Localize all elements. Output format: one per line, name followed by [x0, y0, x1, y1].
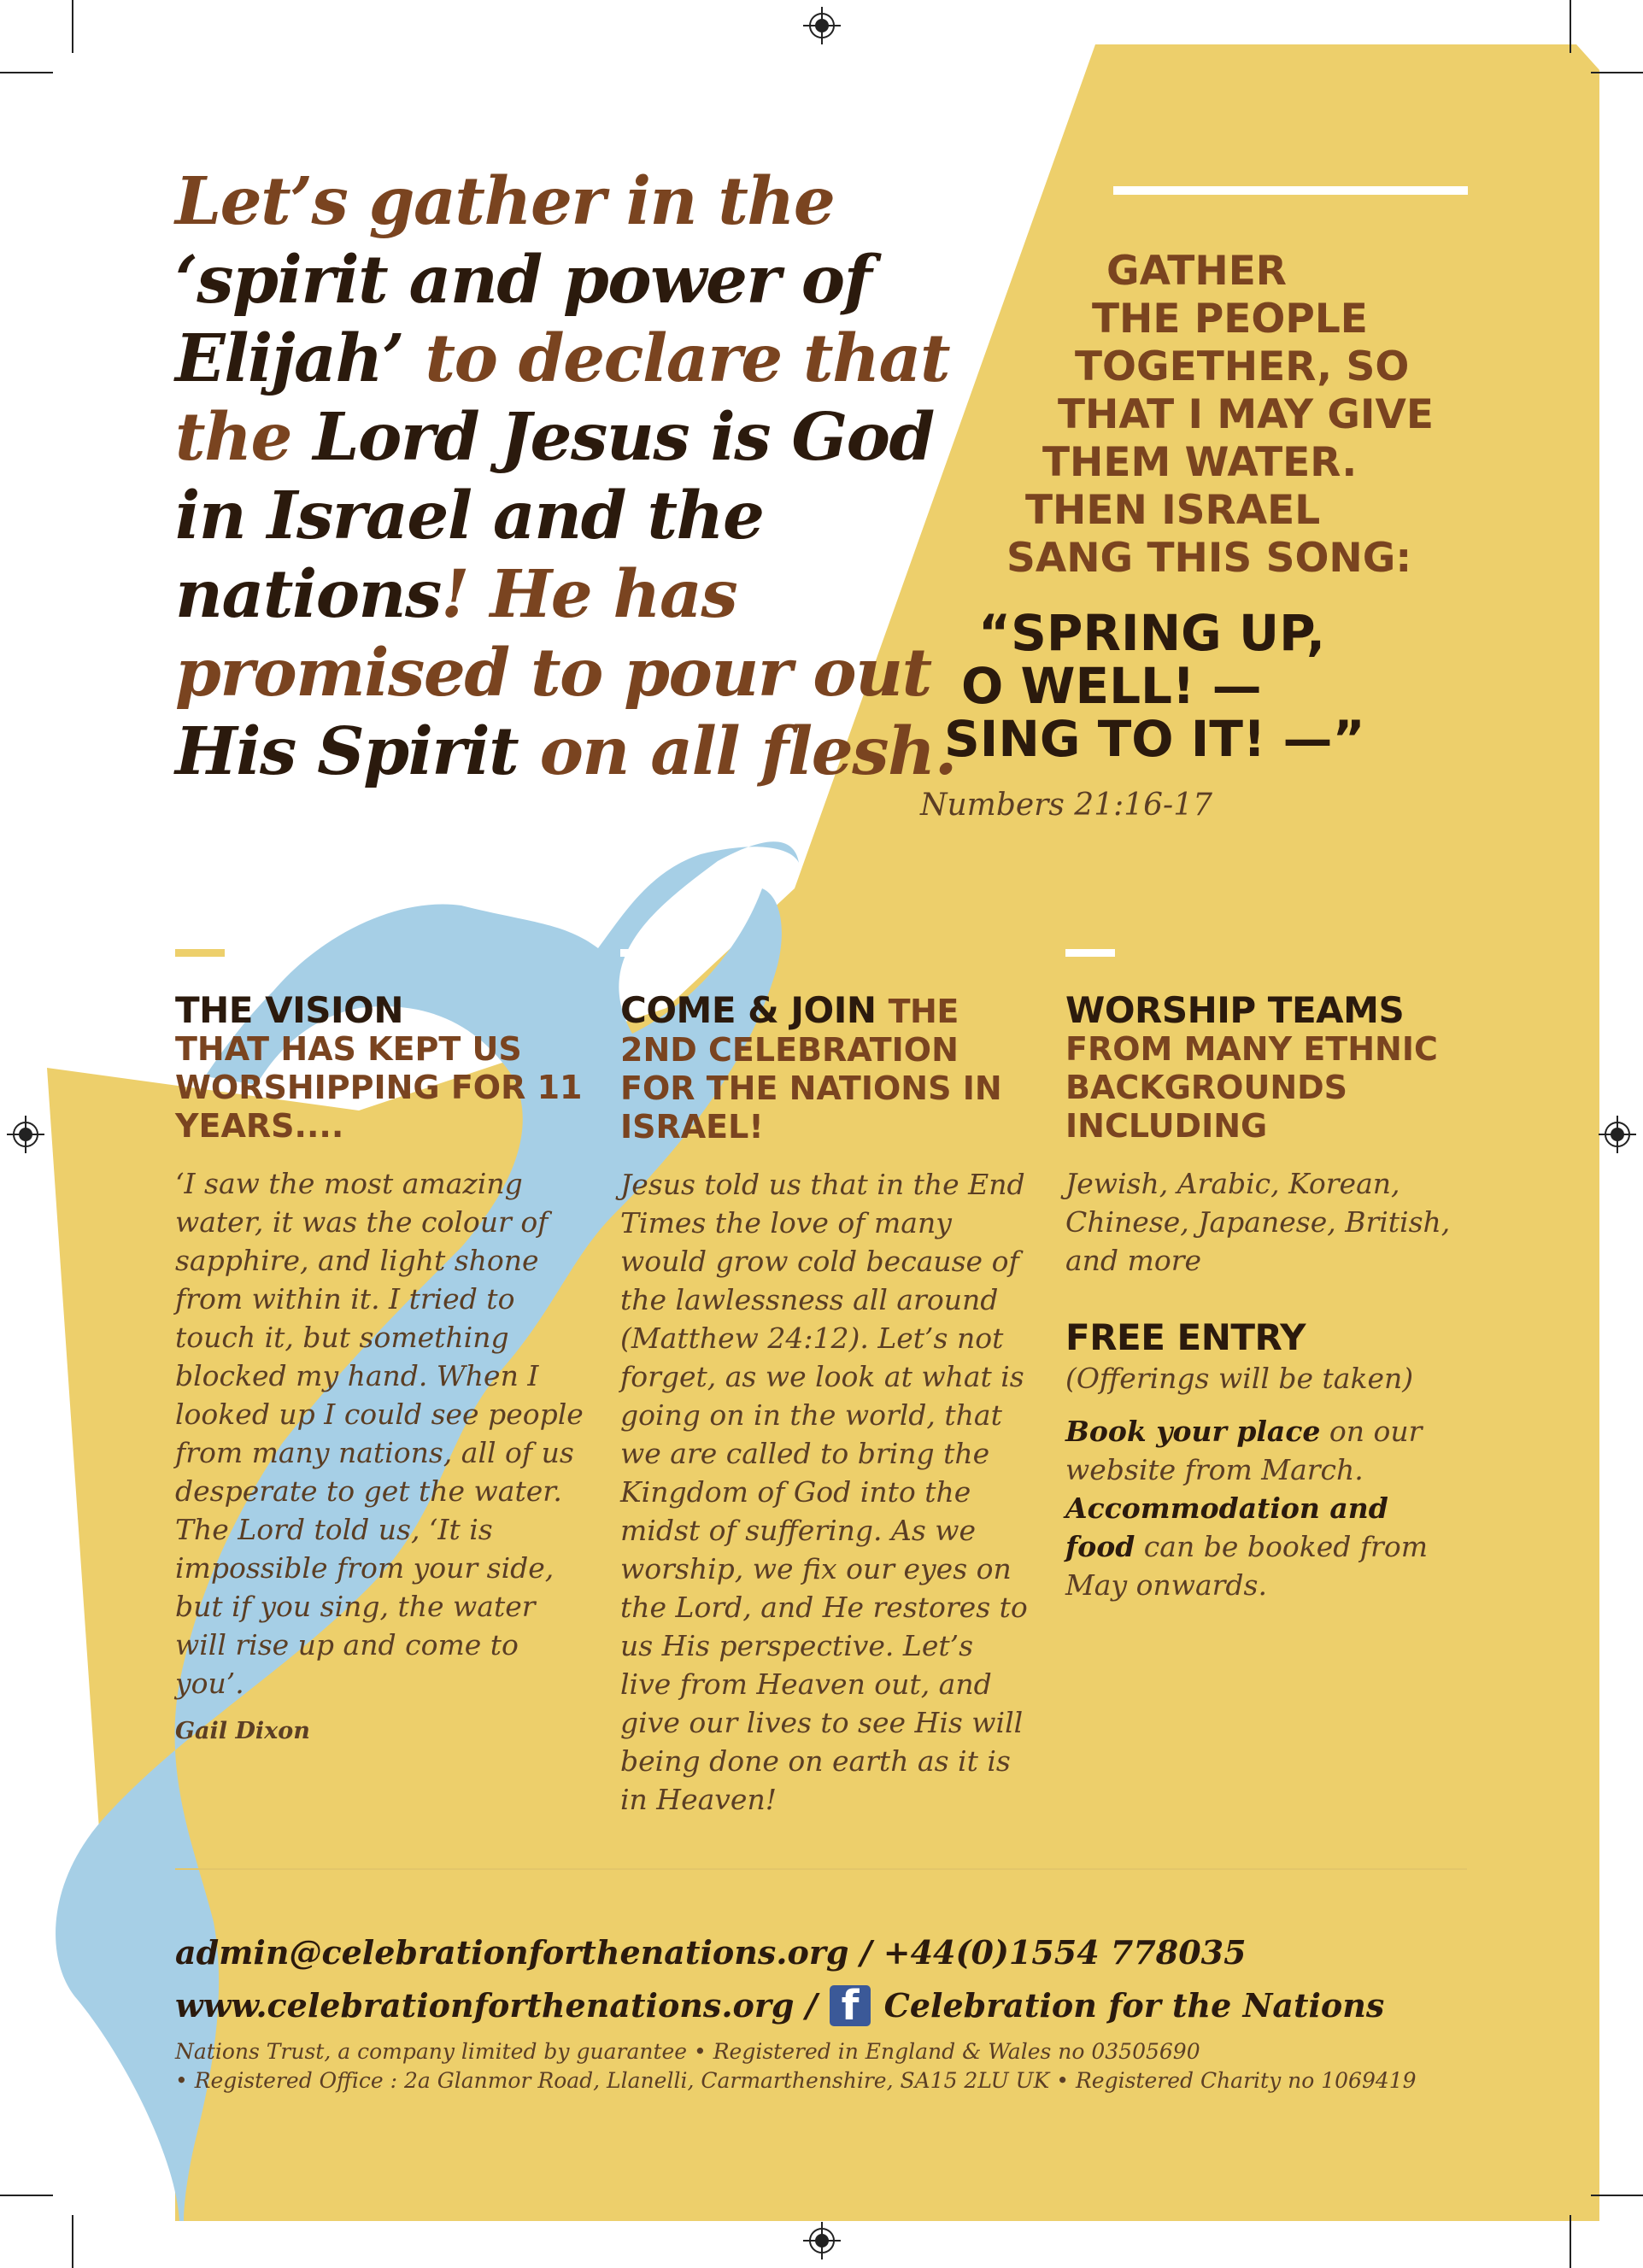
scripture-line-4: THAT I MAY GIVE [1058, 391, 1434, 438]
teams-subtitle: FROM MANY ETHNIC BACKGROUNDS INCLUDING [1065, 1030, 1438, 1145]
accent-line [1113, 186, 1468, 195]
teams-title: WORSHIP TEAMS [1065, 989, 1405, 1031]
headline-part-3: to declare that the [175, 320, 950, 476]
headline-part-7: on all flesh. [539, 713, 956, 790]
join-subtitle: 2ND CELEBRATION FOR THE NATIONS IN ISRAEL! [620, 1031, 1002, 1146]
contact-email[interactable]: admin@celebrationforthenations.org [175, 1933, 849, 1972]
reg-mark-right [1599, 1116, 1636, 1153]
vision-body: ‘I saw the most amazing water, it was the colour of sapphire, and light shone from within it. I tried to touch it, but something blocked my hand. When I looked up I could see people from many nations, all of us desperate to get the water. The Lord told us, ‘It is impossible from your side, but if you sing, the water will rise up and come to you’. [175, 1167, 584, 1700]
headline [175, 162, 995, 791]
book-place-strong: Book your place [1065, 1415, 1321, 1448]
accommodation-strong: Accommodation and food [1065, 1491, 1388, 1563]
song-line-3: SING TO IT! —” [944, 710, 1365, 768]
scripture-reference: Numbers 21:16-17 [920, 788, 1213, 823]
vision-author: Gail Dixon [175, 1718, 310, 1744]
scripture-line-7: SANG THIS SONG: [1006, 535, 1412, 582]
booking-info [1065, 1412, 1467, 1604]
headline-part-4: Lord Jesus is God in Israel and the nations [175, 399, 934, 633]
scripture-line-3: TOGETHER, SO [1075, 343, 1410, 390]
facebook-page[interactable]: Celebration for the Nations [883, 1986, 1385, 2025]
vision-subtitle: THAT HAS KEPT US WORSHIPPING FOR 11 YEARS.... [175, 1030, 583, 1145]
scripture-line-5: THEM WATER. [1042, 439, 1358, 486]
vision-title: THE VISION [175, 989, 403, 1031]
join-title-strong: COME & JOIN [620, 989, 877, 1031]
song-line-1: “SPRING UP, [978, 604, 1325, 662]
legal-line-2: • Registered Office : 2a Glanmor Road, Llanelli, Carmarthenshire, SA15 2LU UK • Registered Charity no 1069419 [175, 2068, 1417, 2093]
scripture-quote [918, 248, 1534, 583]
scripture-line-6: THEN ISRAEL [1025, 487, 1321, 534]
song-line-2: O WELL! — [961, 657, 1262, 715]
headline-part-1: Let’s gather in the [175, 163, 835, 240]
headline-part-6: His Spirit [175, 713, 519, 790]
book-place-rest: on our website from March. [1065, 1415, 1423, 1486]
offerings-note: (Offerings will be taken) [1065, 1362, 1414, 1395]
contact-website[interactable]: www.celebrationforthenations.org [175, 1986, 795, 2025]
free-entry-title: FREE ENTRY [1065, 1316, 1306, 1358]
contact-block [175, 1926, 1508, 2032]
join-title [620, 991, 1030, 1031]
headline-part-5: ! He has promised to pour out [175, 556, 931, 712]
footer-divider [175, 1868, 1467, 1870]
reg-mark-left [7, 1116, 44, 1153]
facebook-icon[interactable] [830, 1985, 871, 2026]
reg-mark-top [803, 7, 841, 44]
col3-dash [1065, 949, 1115, 957]
join-title-rest: THE [888, 993, 959, 1030]
join-body: Jesus told us that in the End Times the love of many would grow cold because of the lawlessness all around (Matthew 24:12). Let’s not forget, as we look at what is going on in the world, that we are called to bring the Kingdom of God into the midst of suffering. As we worship, we fix our eyes on the Lord, and He restores to us His perspective. Let’s live from Heaven out, and give our lives to see His will being done on earth as it is in Heaven! [620, 1168, 1028, 1816]
song-quote [940, 604, 1470, 768]
scripture-line-1: GATHER [1106, 248, 1287, 295]
join-column [620, 991, 1030, 1819]
legal-notice [175, 2037, 1542, 2095]
teams-body: Jewish, Arabic, Korean, Chinese, Japanese, British, and more [1065, 1167, 1451, 1277]
contact-separator: / [805, 1986, 818, 2025]
headline-part-2: ‘spirit and power of Elijah’ [175, 242, 871, 397]
accommodation-rest: can be booked from May onwards. [1065, 1530, 1428, 1602]
col2-dash [620, 949, 670, 957]
contact-phone[interactable]: / +44(0)1554 778035 [860, 1933, 1247, 1972]
contact-line-1 [175, 1926, 1508, 1979]
scripture-line-2: THE PEOPLE [1092, 296, 1368, 343]
reg-mark-bottom [803, 2222, 841, 2259]
contact-line-2 [175, 1979, 1508, 2032]
teams-column [1065, 991, 1467, 1604]
vision-column [175, 991, 585, 1744]
col1-dash [175, 949, 225, 957]
legal-line-1: Nations Trust, a company limited by guarantee • Registered in England & Wales no 03505690 [175, 2039, 1200, 2064]
